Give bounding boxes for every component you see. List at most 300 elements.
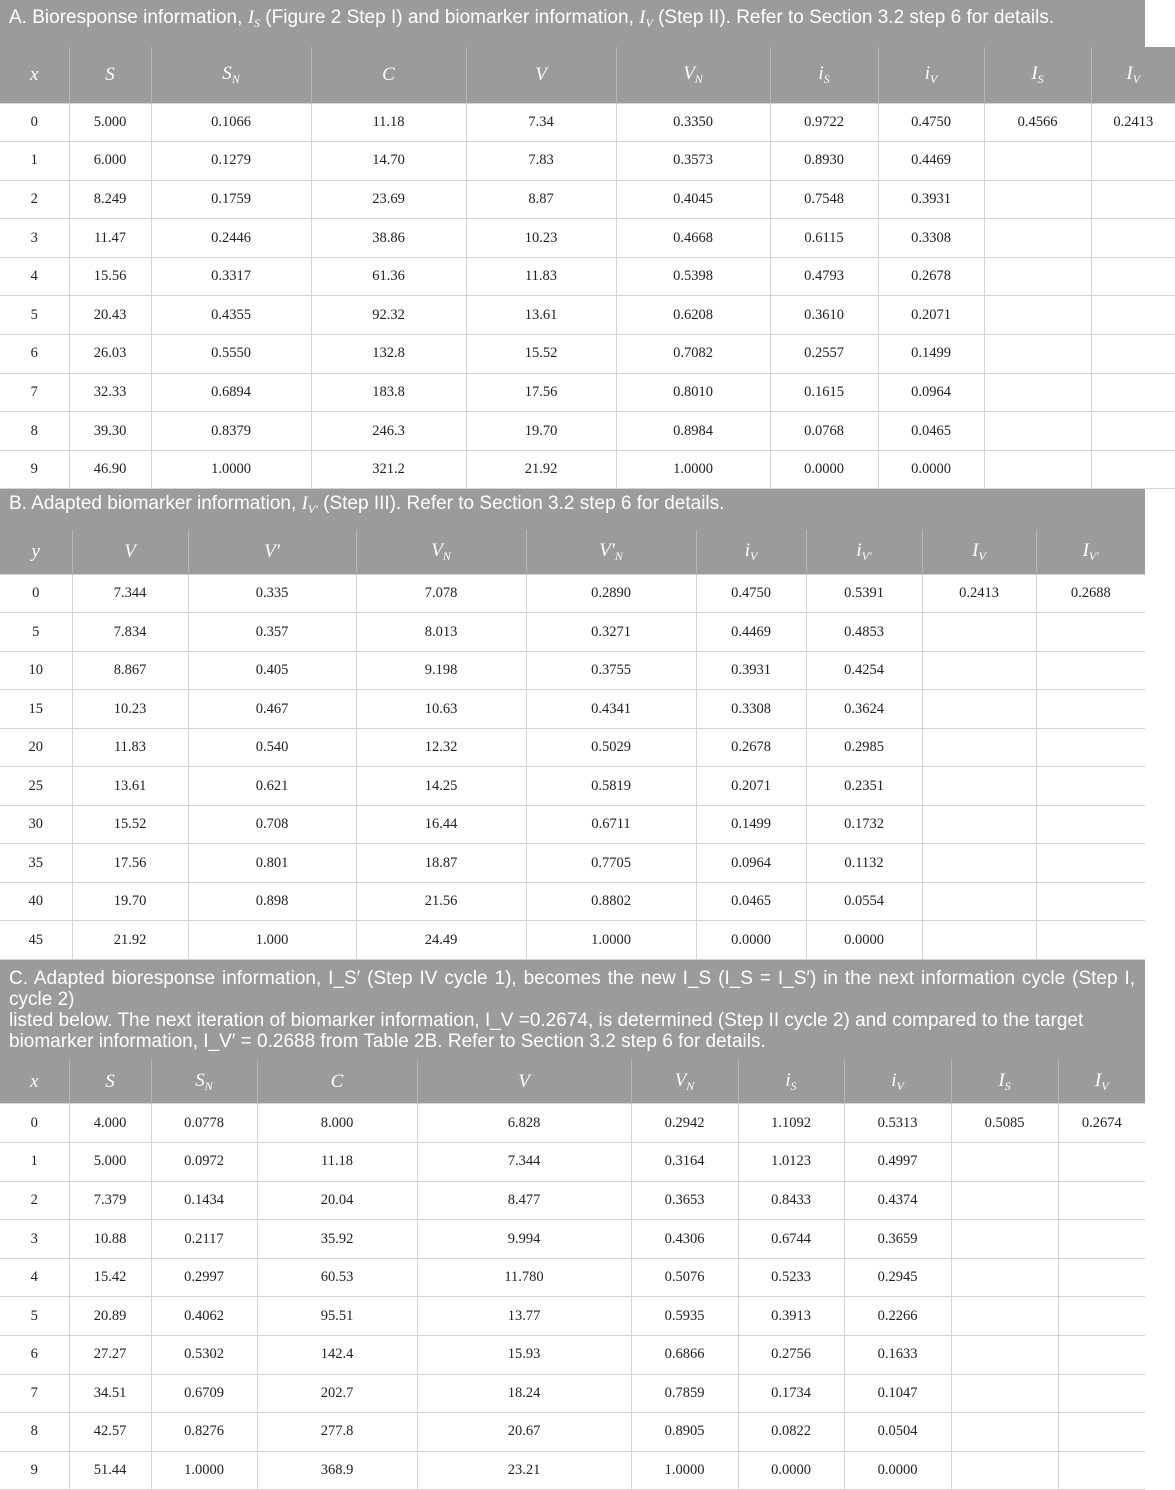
table-cell: 0.7859 — [631, 1374, 738, 1413]
table-cell: 0.3271 — [526, 613, 696, 652]
table-cell: 10.23 — [466, 219, 616, 258]
table-a-header-row — [0, 47, 1175, 103]
table-cell: 0.0000 — [878, 450, 984, 489]
table-cell — [984, 296, 1091, 335]
table-cell: 4 — [0, 257, 69, 296]
table-cell: 4.000 — [69, 1104, 151, 1143]
column-header: $I_V$ — [1091, 47, 1175, 103]
table-row — [0, 1451, 1145, 1490]
table-cell: 15 — [0, 690, 72, 729]
table-row — [0, 1336, 1145, 1375]
table-b-body — [0, 574, 1145, 959]
table-cell: 0.2688 — [1036, 574, 1145, 613]
table-cell: 0.0554 — [806, 882, 922, 921]
table-b-caption — [0, 489, 1145, 530]
table-row — [0, 651, 1145, 690]
table-cell: 0.2413 — [1091, 103, 1175, 142]
table-cell: 0.1434 — [151, 1181, 257, 1220]
table-cell: 1.0000 — [151, 1451, 257, 1490]
table-cell: 3 — [0, 219, 69, 258]
table-cell — [922, 805, 1036, 844]
table-cell: 0.4254 — [806, 651, 922, 690]
table-cell: 6.000 — [69, 142, 151, 181]
table-cell: 19.70 — [466, 412, 616, 451]
table-cell: 20.43 — [69, 296, 151, 335]
caption-a-mid: (Figure 2 Step I) and biomarker information, — [260, 7, 640, 28]
table-row — [0, 574, 1145, 613]
table-cell: 15.52 — [466, 335, 616, 374]
table-cell: 0.4355 — [151, 296, 311, 335]
table-cell: 15.52 — [72, 805, 188, 844]
table-cell: 23.69 — [311, 180, 466, 219]
column-header: $i_V$ — [844, 1060, 951, 1104]
table-c — [0, 1060, 1145, 1490]
table-cell: 0.2117 — [151, 1220, 257, 1259]
table-cell — [922, 728, 1036, 767]
table-cell: 0.1047 — [844, 1374, 951, 1413]
table-cell: 0.2071 — [878, 296, 984, 335]
table-row — [0, 882, 1145, 921]
table-cell — [1091, 296, 1175, 335]
table-cell — [1036, 921, 1145, 960]
table-c-header-row — [0, 1060, 1145, 1104]
caption-b-suffix: (Step III). Refer to Section 3.2 step 6 for details. — [317, 493, 725, 515]
table-cell — [1058, 1336, 1145, 1375]
table-cell: 18.87 — [356, 844, 526, 883]
table-cell: 0.1759 — [151, 180, 311, 219]
caption-c-line: biomarker information, I_V′ = 0.2688 from Table 2B. Refer to Section 3.2 step 6 for details. — [9, 1030, 766, 1052]
column-header: x — [30, 63, 39, 85]
table-cell — [922, 882, 1036, 921]
caption-b-prefix: B. Adapted biomarker information, — [9, 493, 302, 515]
table-cell: 0.3350 — [616, 103, 770, 142]
table-cell — [1036, 613, 1145, 652]
column-header: C — [311, 47, 466, 103]
column-header: V — [72, 530, 188, 574]
caption-a-var1: $I_S$ — [247, 7, 261, 30]
table-cell: 0.1615 — [770, 373, 878, 412]
column-header: S — [69, 1060, 151, 1104]
table-cell: 0.2678 — [696, 728, 806, 767]
table-cell: 0.9722 — [770, 103, 878, 142]
table-cell: 10.63 — [356, 690, 526, 729]
table-cell: 0.708 — [188, 805, 356, 844]
table-cell: 0.3931 — [878, 180, 984, 219]
table-cell: 0.5233 — [738, 1258, 844, 1297]
table-cell: 8.249 — [69, 180, 151, 219]
table-cell: 0.3308 — [696, 690, 806, 729]
table-row — [0, 335, 1175, 374]
table-cell: 1 — [0, 142, 69, 181]
column-header: $V_N$ — [356, 530, 526, 574]
table-c-caption — [0, 960, 1145, 1060]
table-cell: 0.5029 — [526, 728, 696, 767]
table-cell: 0.335 — [188, 574, 356, 613]
table-cell: 0.4853 — [806, 613, 922, 652]
table-cell: 0.6208 — [616, 296, 770, 335]
table-row — [0, 728, 1145, 767]
table-row — [0, 805, 1145, 844]
table-cell: 0.3913 — [738, 1297, 844, 1336]
table-cell: 0.0000 — [696, 921, 806, 960]
table-row — [0, 296, 1175, 335]
column-header: $S_N$ — [151, 47, 311, 103]
table-cell: 1.0000 — [631, 1451, 738, 1490]
table-cell: 0.6866 — [631, 1336, 738, 1375]
table-cell: 23.21 — [417, 1451, 631, 1490]
table-cell: 0.3659 — [844, 1220, 951, 1259]
table-cell: 0.2756 — [738, 1336, 844, 1375]
table-row — [0, 921, 1145, 960]
table-cell: 0 — [0, 103, 69, 142]
table-cell: 0.3308 — [878, 219, 984, 258]
table-cell: 0.0000 — [738, 1451, 844, 1490]
table-cell: 0.2997 — [151, 1258, 257, 1297]
table-cell — [984, 335, 1091, 374]
table-cell: 0.4062 — [151, 1297, 257, 1336]
table-cell: 0.3573 — [616, 142, 770, 181]
table-cell: 0.5391 — [806, 574, 922, 613]
table-cell: 9.198 — [356, 651, 526, 690]
caption-b-var: $I_{V'}$ — [301, 493, 318, 517]
table-row — [0, 219, 1175, 258]
table-row — [0, 373, 1175, 412]
table-cell: 0.0822 — [738, 1413, 844, 1452]
table-cell: 20.89 — [69, 1297, 151, 1336]
table-cell: 0.2557 — [770, 335, 878, 374]
table-cell: 30 — [0, 805, 72, 844]
table-cell: 8 — [0, 412, 69, 451]
column-header: $V_N$ — [616, 47, 770, 103]
table-cell — [1036, 728, 1145, 767]
table-cell: 61.36 — [311, 257, 466, 296]
table-cell: 0.4341 — [526, 690, 696, 729]
table-cell — [1058, 1413, 1145, 1452]
table-cell: 13.61 — [72, 767, 188, 806]
table-cell — [1091, 257, 1175, 296]
table-row — [0, 1104, 1145, 1143]
table-cell: 9.994 — [417, 1220, 631, 1259]
table-cell: 10.88 — [69, 1220, 151, 1259]
table-cell: 8.477 — [417, 1181, 631, 1220]
table-cell: 9 — [0, 1451, 69, 1490]
table-cell: 27.27 — [69, 1336, 151, 1375]
table-cell: 0.8379 — [151, 412, 311, 451]
table-cell: 8.000 — [257, 1104, 417, 1143]
table-cell: 7.34 — [466, 103, 616, 142]
table-cell: 5 — [0, 296, 69, 335]
table-cell: 11.47 — [69, 219, 151, 258]
column-header: $I_V$ — [1058, 1060, 1145, 1104]
column-header: C — [257, 1060, 417, 1104]
table-cell: 35 — [0, 844, 72, 883]
table-cell: 0.0000 — [770, 450, 878, 489]
table-cell: 0.4469 — [696, 613, 806, 652]
table-cell — [1058, 1258, 1145, 1297]
column-header: $I_{V'}$ — [1036, 530, 1145, 574]
table-cell: 8 — [0, 1413, 69, 1452]
table-cell: 15.42 — [69, 1258, 151, 1297]
table-cell: 0.0972 — [151, 1143, 257, 1182]
table-cell: 0.5398 — [616, 257, 770, 296]
table-cell: 5 — [0, 613, 72, 652]
table-cell: 0.0964 — [878, 373, 984, 412]
table-cell: 0.4306 — [631, 1220, 738, 1259]
table-cell — [951, 1451, 1058, 1490]
table-cell: 12.32 — [356, 728, 526, 767]
table-cell: 0.8276 — [151, 1413, 257, 1452]
table-cell — [984, 180, 1091, 219]
table-cell — [984, 412, 1091, 451]
table-cell — [1036, 767, 1145, 806]
table-cell: 42.57 — [69, 1413, 151, 1452]
table-cell: 0.5085 — [951, 1104, 1058, 1143]
column-header: $i_S$ — [770, 47, 878, 103]
table-row — [0, 1258, 1145, 1297]
table-cell: 0.0000 — [844, 1451, 951, 1490]
column-header: $i_S$ — [738, 1060, 844, 1104]
table-cell: 7.344 — [72, 574, 188, 613]
table-cell: 0.5313 — [844, 1104, 951, 1143]
table-cell — [1058, 1374, 1145, 1413]
table-cell: 9 — [0, 450, 69, 489]
table-cell: 0.8930 — [770, 142, 878, 181]
table-cell — [951, 1374, 1058, 1413]
table-cell: 1.0000 — [151, 450, 311, 489]
table-cell: 2 — [0, 180, 69, 219]
table-cell: 0.3755 — [526, 651, 696, 690]
table-cell: 25 — [0, 767, 72, 806]
table-cell: 0.621 — [188, 767, 356, 806]
column-header: $i_V$ — [696, 530, 806, 574]
table-row — [0, 1220, 1145, 1259]
table-cell: 0.2446 — [151, 219, 311, 258]
table-cell: 0.1732 — [806, 805, 922, 844]
table-a — [0, 47, 1175, 489]
table-cell: 0.6709 — [151, 1374, 257, 1413]
column-header: V — [417, 1060, 631, 1104]
table-cell: 0.0465 — [696, 882, 806, 921]
table-cell: 0.3624 — [806, 690, 922, 729]
table-cell: 0.8433 — [738, 1181, 844, 1220]
table-cell: 0.3931 — [696, 651, 806, 690]
table-cell: 0.3164 — [631, 1143, 738, 1182]
table-cell: 142.4 — [257, 1336, 417, 1375]
table-cell: 7 — [0, 1374, 69, 1413]
table-cell — [1091, 142, 1175, 181]
column-header: $I_S$ — [984, 47, 1091, 103]
table-row — [0, 1297, 1145, 1336]
table-cell — [1091, 219, 1175, 258]
table-cell: 5 — [0, 1297, 69, 1336]
table-cell: 0.5550 — [151, 335, 311, 374]
table-cell: 0.6744 — [738, 1220, 844, 1259]
table-cell: 11.18 — [257, 1143, 417, 1182]
table-cell: 0.0768 — [770, 412, 878, 451]
table-row — [0, 1413, 1145, 1452]
table-cell: 1 — [0, 1143, 69, 1182]
table-b-header-row — [0, 530, 1145, 574]
table-cell: 0.2890 — [526, 574, 696, 613]
table-cell: 0.4750 — [696, 574, 806, 613]
table-cell — [951, 1220, 1058, 1259]
table-cell: 17.56 — [72, 844, 188, 883]
table-cell: 0.2674 — [1058, 1104, 1145, 1143]
table-b — [0, 530, 1145, 960]
column-header: S — [69, 47, 151, 103]
table-cell: 60.53 — [257, 1258, 417, 1297]
table-cell: 0.4750 — [878, 103, 984, 142]
table-cell: 0.4045 — [616, 180, 770, 219]
table-cell — [1091, 373, 1175, 412]
table-cell — [1091, 412, 1175, 451]
table-cell: 34.51 — [69, 1374, 151, 1413]
table-cell: 7.344 — [417, 1143, 631, 1182]
column-header: $V'_N$ — [526, 530, 696, 574]
table-cell — [984, 142, 1091, 181]
table-row — [0, 180, 1175, 219]
table-cell: 5.000 — [69, 103, 151, 142]
table-cell: 7.078 — [356, 574, 526, 613]
table-cell: 0.1132 — [806, 844, 922, 883]
table-cell: 0.0964 — [696, 844, 806, 883]
table-cell: 1.0000 — [526, 921, 696, 960]
table-cell: 5.000 — [69, 1143, 151, 1182]
table-cell — [1091, 450, 1175, 489]
table-cell: 0.7548 — [770, 180, 878, 219]
table-cell — [1036, 690, 1145, 729]
table-cell: 21.92 — [466, 450, 616, 489]
table-cell: 10.23 — [72, 690, 188, 729]
table-cell: 0.2351 — [806, 767, 922, 806]
table-cell: 13.77 — [417, 1297, 631, 1336]
table-cell: 0.5819 — [526, 767, 696, 806]
column-header: $i_V$ — [878, 47, 984, 103]
table-cell: 8.87 — [466, 180, 616, 219]
table-row — [0, 844, 1145, 883]
table-cell: 92.32 — [311, 296, 466, 335]
table-cell: 0.1633 — [844, 1336, 951, 1375]
table-cell: 6 — [0, 335, 69, 374]
table-cell: 0.0778 — [151, 1104, 257, 1143]
table-cell — [1058, 1181, 1145, 1220]
table-cell: 1.0123 — [738, 1143, 844, 1182]
table-cell: 0.540 — [188, 728, 356, 767]
table-cell: 7.834 — [72, 613, 188, 652]
table-cell: 1.000 — [188, 921, 356, 960]
table-cell: 0.4374 — [844, 1181, 951, 1220]
table-cell: 45 — [0, 921, 72, 960]
table-cell: 0.2945 — [844, 1258, 951, 1297]
table-cell: 0.6894 — [151, 373, 311, 412]
table-cell: 0.4566 — [984, 103, 1091, 142]
table-cell: 39.30 — [69, 412, 151, 451]
table-cell: 11.83 — [72, 728, 188, 767]
table-cell: 0.3610 — [770, 296, 878, 335]
table-cell: 19.70 — [72, 882, 188, 921]
table-cell: 0.4668 — [616, 219, 770, 258]
table-cell — [1091, 180, 1175, 219]
table-cell: 0.5076 — [631, 1258, 738, 1297]
table-cell: 0.7082 — [616, 335, 770, 374]
table-cell: 1.0000 — [616, 450, 770, 489]
table-cell: 0.0504 — [844, 1413, 951, 1452]
table-cell: 38.86 — [311, 219, 466, 258]
table-cell: 0 — [0, 1104, 69, 1143]
table-cell: 0.8984 — [616, 412, 770, 451]
table-cell: 0.2985 — [806, 728, 922, 767]
table-row — [0, 690, 1145, 729]
column-header: V′ — [188, 530, 356, 574]
table-cell — [922, 651, 1036, 690]
table-cell — [1058, 1451, 1145, 1490]
table-cell: 0.1499 — [696, 805, 806, 844]
table-cell: 0.8010 — [616, 373, 770, 412]
table-cell — [984, 219, 1091, 258]
table-cell: 0.4469 — [878, 142, 984, 181]
table-cell: 0.898 — [188, 882, 356, 921]
table-cell: 277.8 — [257, 1413, 417, 1452]
table-cell: 0.405 — [188, 651, 356, 690]
table-cell: 0.1279 — [151, 142, 311, 181]
table-cell: 15.93 — [417, 1336, 631, 1375]
table-cell: 0.4793 — [770, 257, 878, 296]
table-cell: 183.8 — [311, 373, 466, 412]
table-cell: 0.2942 — [631, 1104, 738, 1143]
table-cell: 0 — [0, 574, 72, 613]
table-cell: 17.56 — [466, 373, 616, 412]
table-cell: 24.49 — [356, 921, 526, 960]
caption-a-prefix: A. Bioresponse information, — [9, 7, 248, 28]
table-cell: 0.357 — [188, 613, 356, 652]
table-cell: 15.56 — [69, 257, 151, 296]
table-cell: 0.801 — [188, 844, 356, 883]
table-a-caption — [0, 0, 1145, 47]
table-cell: 11.18 — [311, 103, 466, 142]
table-cell: 0.2678 — [878, 257, 984, 296]
table-row — [0, 1374, 1145, 1413]
table-cell: 10 — [0, 651, 72, 690]
table-cell: 0.467 — [188, 690, 356, 729]
table-cell: 0.5302 — [151, 1336, 257, 1375]
table-cell — [922, 613, 1036, 652]
table-cell — [1036, 882, 1145, 921]
table-cell: 0.8802 — [526, 882, 696, 921]
table-cell: 246.3 — [311, 412, 466, 451]
table-a-body — [0, 103, 1175, 489]
table-cell: 0.5935 — [631, 1297, 738, 1336]
table-cell: 0.6711 — [526, 805, 696, 844]
table-cell: 14.25 — [356, 767, 526, 806]
table-cell: 7 — [0, 373, 69, 412]
table-cell — [951, 1336, 1058, 1375]
column-header: $S_N$ — [151, 1060, 257, 1104]
table-cell: 0.3653 — [631, 1181, 738, 1220]
table-cell: 0.2071 — [696, 767, 806, 806]
table-cell: 16.44 — [356, 805, 526, 844]
table-row — [0, 103, 1175, 142]
table-cell: 51.44 — [69, 1451, 151, 1490]
table-cell: 11.780 — [417, 1258, 631, 1297]
table-cell: 0.1734 — [738, 1374, 844, 1413]
table-row — [0, 767, 1145, 806]
table-cell: 14.70 — [311, 142, 466, 181]
table-cell: 0.4997 — [844, 1143, 951, 1182]
table-cell: 6.828 — [417, 1104, 631, 1143]
caption-c-line: C. Adapted bioresponse information, I_S′ (Step IV cycle 1), becomes the new I_S (I_S = I_S′) in the next information cycle (Step I, cycle 2) — [9, 967, 1135, 1010]
column-header: $I_S$ — [951, 1060, 1058, 1104]
column-header: y — [31, 541, 40, 563]
